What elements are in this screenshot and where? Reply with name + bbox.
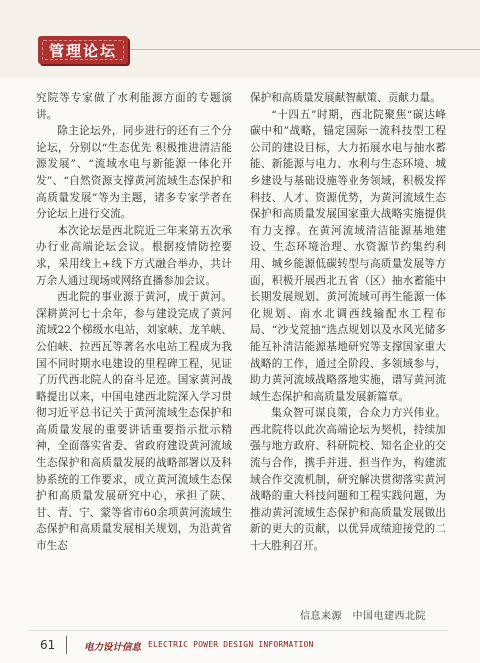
right-paragraph: “十四五”时期，西北院聚焦“碳达峰碳中和”战略，锚定国际一流科技型工程公司的建设目标，大力拓展水电与抽水蓄能、新能源与电力、水利与生态环境、城乡建设与基础设施等业务领域，积极发挥科技、人才、资源优势，为黄河流域生态保护和高质量发展国家重大战略实施提供有力支撑。在黄河流域清洁能源基地建设、生态环境治理、水资源节约集约利用、城乡能源低碳转型与高质量发展等方面，积极开展西北五省（区）抽水蓄能中长期发展规划、黄河流域可再生能源一体化规划、南水北调西线输配水工程布局、“沙戈荒抽”选点规划以及水风光储多能互补清洁能源基地研究等支撑国家重大战略的工作，通过全阶段、多领域参与，助力黄河流域战略落地实施，谱写黄河流域生态保护和高质量发展新篇章。 [250, 108, 446, 403]
left-paragraph: 本次论坛是西北院近三年来第五次承办行业高端论坛会议。根据疫情防控要求，采用线上+线下方式融合举办，共计万余人通过现场或网络直播参加会议。 [36, 224, 232, 287]
left-paragraph: 除主论坛外，同步进行的还有三个分论坛，分别以“生态优先 积极推进清洁能源发展”、“流域水电与新能源一体化开发”、“自然资源支撑黄河流域生态保护和高质量发展”等为主题，诸多专家学者在分论坛上进行交流。 [36, 125, 232, 221]
right-paragraph: 保护和高质量发展献智献策、贡献力量。 [250, 92, 441, 104]
source-line: 信息来源 中国电建西北院 [300, 611, 426, 622]
magazine-name-cn: 电力设计信息 [84, 642, 142, 653]
left-paragraph: 究院等专家做了水利能源方面的专题演讲。 [36, 92, 232, 121]
page-number: 61 [40, 638, 56, 652]
right-column [250, 90, 446, 555]
left-paragraph: 西北院的事业源于黄河，成于黄河。深耕黄河七十余年，参与建设完成了黄河流域22个梯级水电站，刘家峡、龙羊峡、公伯峡、拉西瓦等著名水电站工程成为我国不同时期水电建设的里程碑工程，见证了历代西北院人的奋斗足迹。国家黄河战略提出以来，中国电建西北院深入学习贯彻习近平总书记关于黄河流域生态保护和高质量发展的重要讲话重要指示批示精神，全面落实省委、省政府建设黄河流域生态保护和高质量发展的战略部署以及科协系统的工作要求，成立黄河流域生态保护和高质量发展研究中心，承担了陕、甘、青、宁、蒙等省市60余项黄河流域生态保护和高质量发展相关规划，为沿黄省市生态 [36, 291, 232, 553]
section-tag [38, 36, 128, 64]
section-title: 管理论坛 [48, 42, 117, 60]
right-paragraph: 集众智可谋良策，合众力方兴伟业。西北院将以此次高端论坛为契机，持续加强与地方政府、科研院校、知名企业的交流与合作，携手并进、担当作为，构建流域合作交流机制，研究解决贯彻落实黄河战略的重大科技问题和工程实践问题，为推动黄河流域生态保护和高质量发展做出新的更大的贡献，以优异成绩迎接党的二十大胜利召开。 [250, 407, 446, 553]
footer-rule [28, 630, 448, 631]
footer-separator [66, 636, 67, 654]
header-divider [120, 49, 480, 50]
magazine-name-en: ELECTRIC POWER DESIGN INFORMATION [148, 640, 314, 649]
left-column [36, 90, 232, 555]
